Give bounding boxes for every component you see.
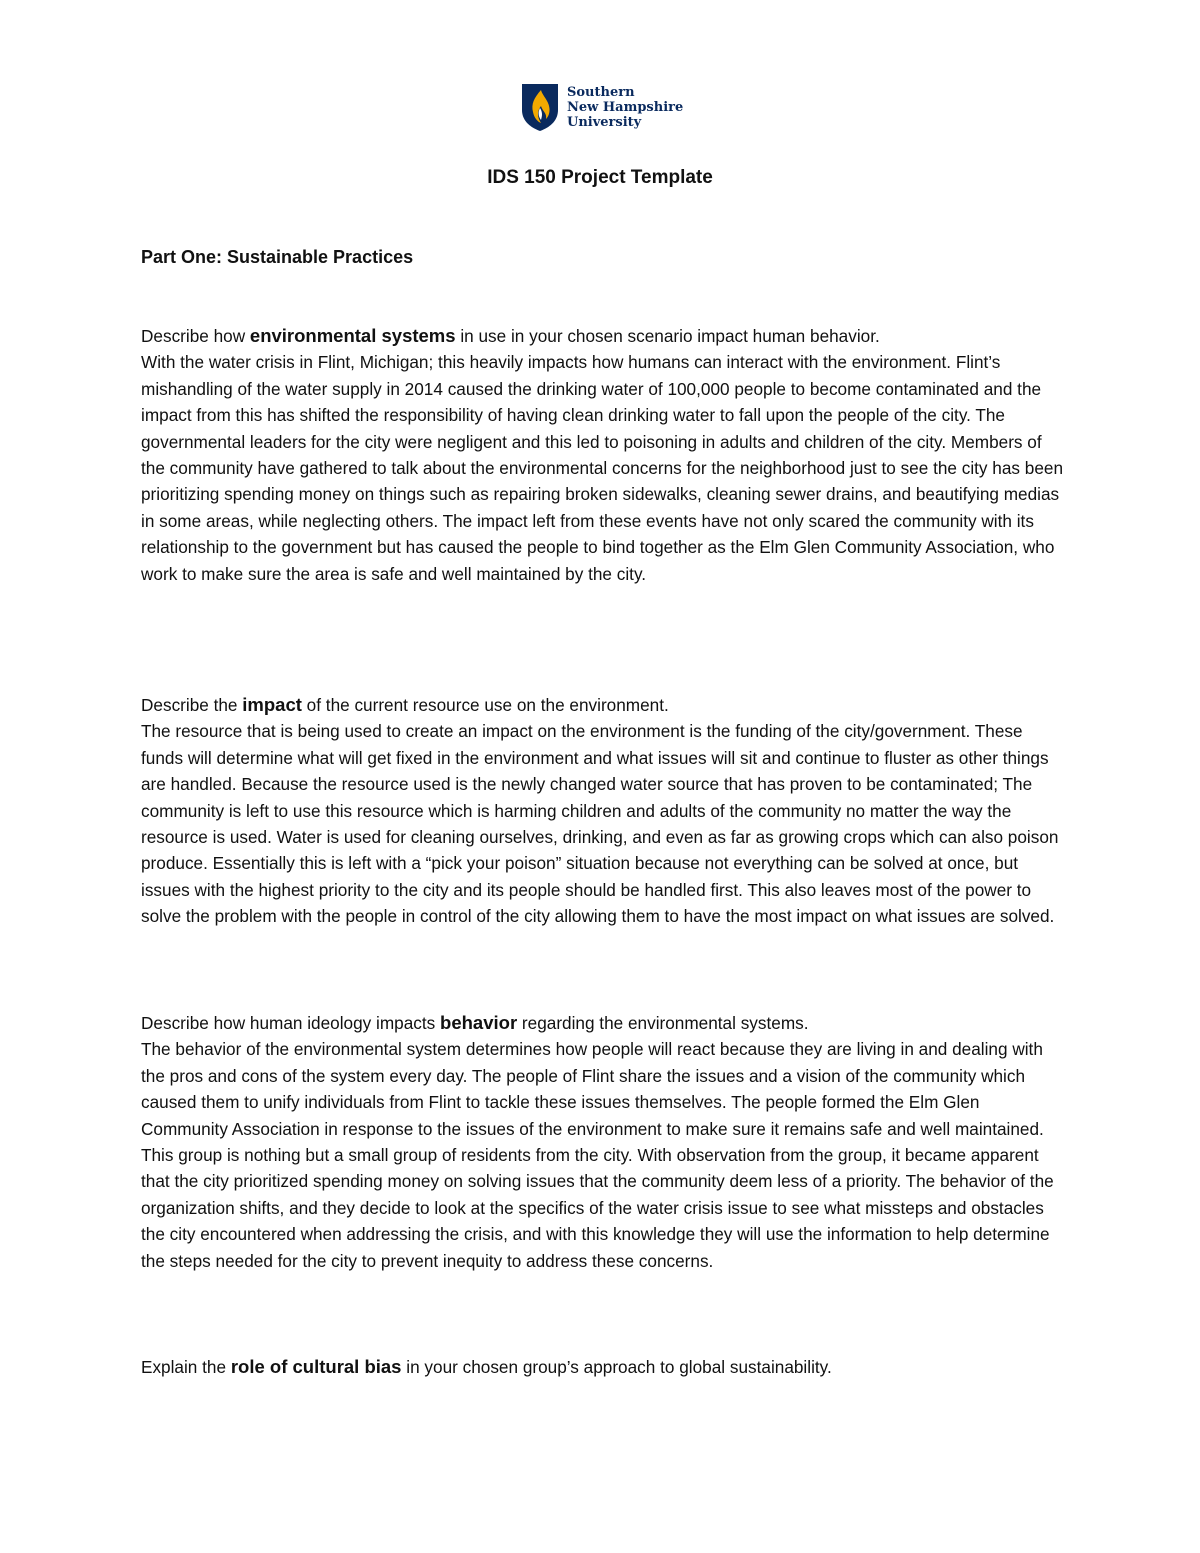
part-title: Part One: Sustainable Practices xyxy=(141,247,414,267)
shield-flame-icon xyxy=(520,82,560,132)
section-answer: The resource that is being used to create an impact on the environment is the funding of the city/government. These funds will determine what will get fixed in the environment and what issues will sit and continue to fluster as other things are handled. Because the resource used is the newly changed water source that has proven to be contaminated; The community is left to use this resource which is harming children and adults of the community no matter the way the resource is used. Water is used for cleaning ourselves, drinking, and even as far as growing crops which can also poison produce. Essentially this is left with a “pick your poison” situation because not everything can be solved at once, but issues with the highest priority to the city and its people should be handled first. This also leaves most of the power to solve the problem with the people in control of the city allowing them to have the most impact on what issues are solved. xyxy=(141,721,1059,927)
logo-line-2: New Hampshire xyxy=(567,100,684,115)
university-name xyxy=(567,85,683,130)
section-answer: The behavior of the environmental system determines how people will react because they are living in and dealing with the pros and cons of the system every day. The people of Flint share the issues and a vision of the community which caused them to unify individuals from Flint to tackle these issues themselves. The people formed the Elm Glen Community Association in response to the issues of the environment to make sure it remains safe and well maintained. This group is nothing but a small group of residents from the city. With observation from the group, it became apparent that the city prioritized spending money on solving issues that the community deem less of a priority. The behavior of the organization shifts, and they decide to look at the specifics of the water crisis issue to see what missteps and obstacles the city encountered when addressing the crisis, and with this knowledge they will use the information to help determine the steps needed for the city to prevent inequity to address these concerns. xyxy=(141,1039,1054,1271)
section-prompt: Describe the impact of the current resource use on the environment. xyxy=(141,694,669,715)
section-prompt: Describe how environmental systems in use in your chosen scenario impact human behavior. xyxy=(141,325,880,346)
section-cultural-bias xyxy=(141,1354,1063,1380)
university-logo xyxy=(520,82,683,132)
prompt-keyword: impact xyxy=(242,694,302,715)
prompt-keyword: behavior xyxy=(440,1012,518,1033)
logo-line-1: Southern xyxy=(567,85,635,100)
section-prompt: Describe how human ideology impacts behavior regarding the environmental systems. xyxy=(141,1012,809,1033)
section-prompt: Explain the role of cultural bias in your chosen group’s approach to global sustainability. xyxy=(141,1356,832,1377)
section-impact xyxy=(141,692,1063,930)
section-answer: With the water crisis in Flint, Michigan; this heavily impacts how humans can interact with the environment. Flint’s mishandling of the water supply in 2014 caused the drinking water of 100,000 people to become contaminated and the impact from this has shifted the responsibility of having clean drinking water to fall upon the people of the city. The governmental leaders for the city were negligent and this led to poisoning in adults and children of the city. Members of the community have gathered to talk about the environmental concerns for the neighborhood just to see the city has been prioritizing spending money on things such as repairing broken sidewalks, cleaning sewer drains, and beautifying medias in some areas, while neglecting others. The impact left from these events have not only scared the community with its relationship to the government but has caused the people to bind together as the Elm Glen Community Association, who work to make sure the area is safe and well maintained by the city. xyxy=(141,352,1064,584)
document-title: IDS 150 Project Template xyxy=(487,167,713,188)
prompt-keyword: role of cultural bias xyxy=(230,1356,402,1377)
section-environmental-systems xyxy=(141,323,1063,587)
section-behavior xyxy=(141,1010,1063,1274)
prompt-keyword: environmental systems xyxy=(249,325,456,346)
logo-line-3: University xyxy=(567,115,642,130)
